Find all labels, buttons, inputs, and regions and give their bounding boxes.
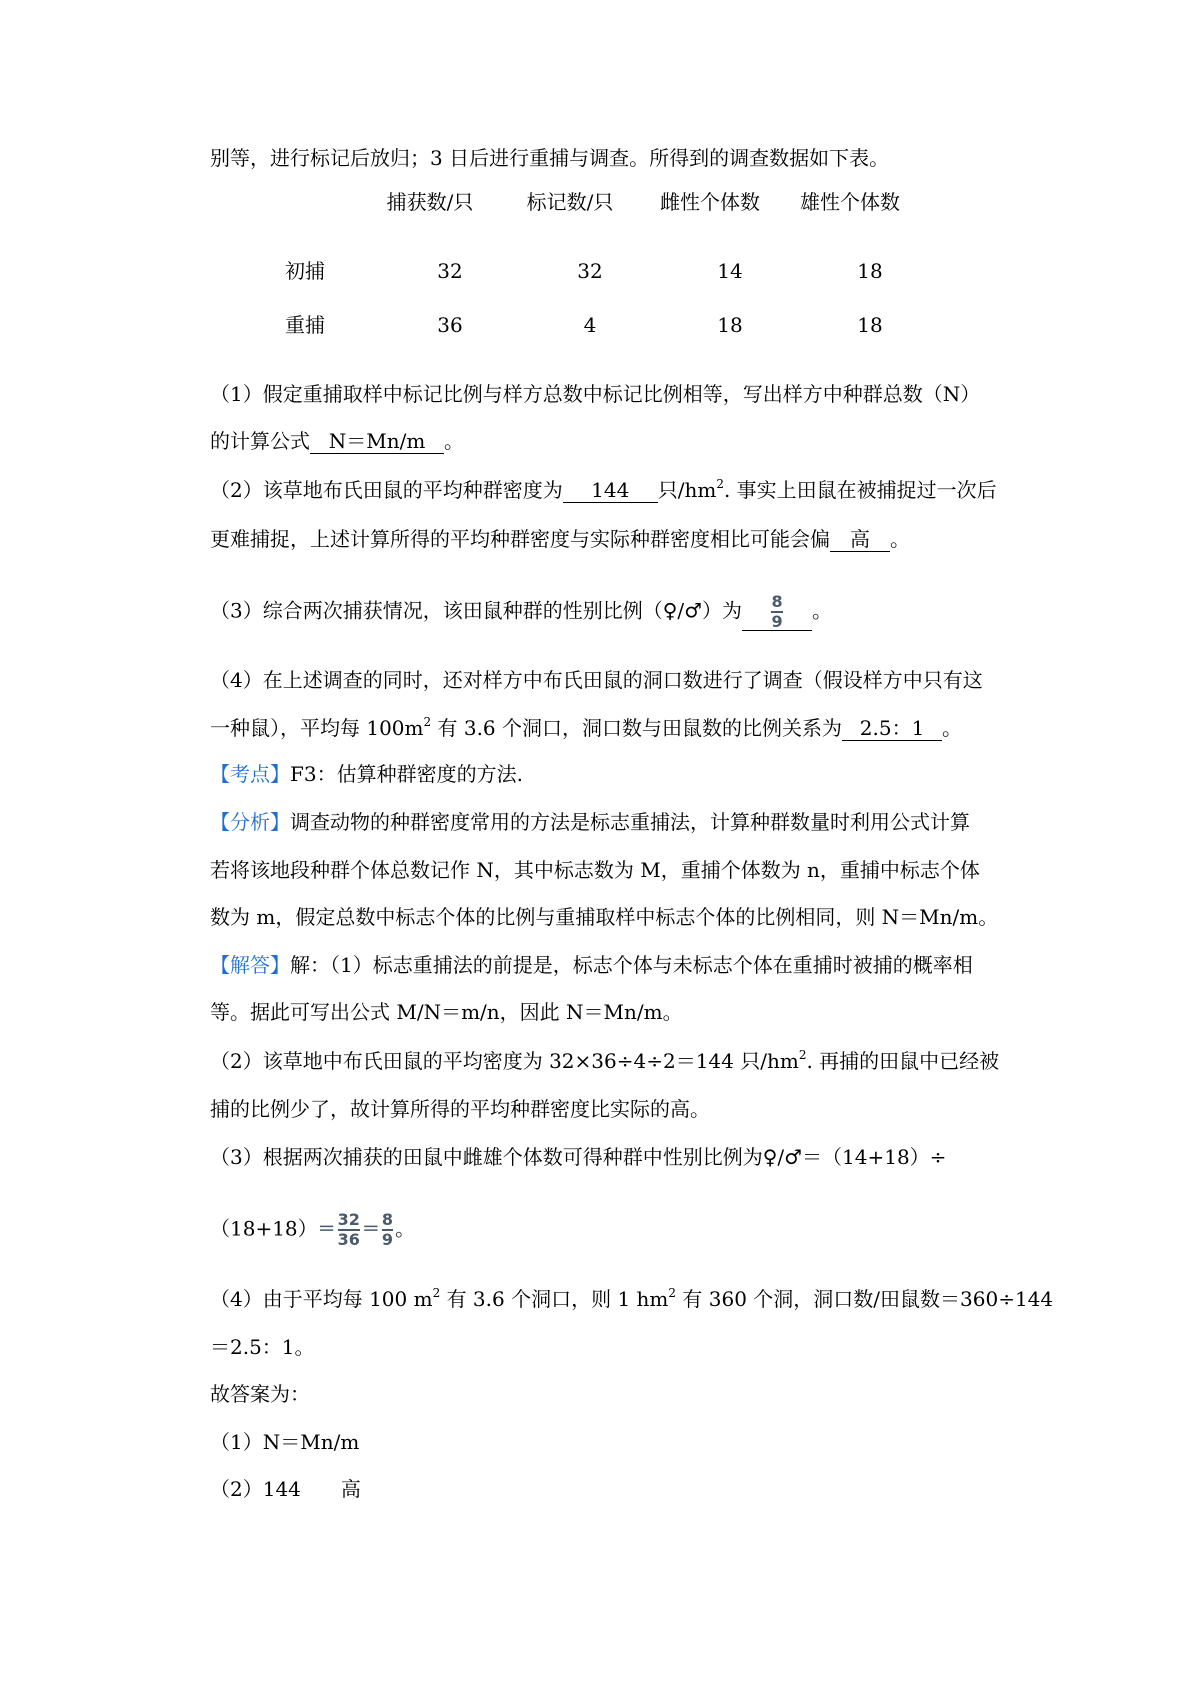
intro-text: 别等，进行标记后放归；3 日后进行重捕与调查。所得到的调查数据如下表。 (210, 146, 890, 170)
q2-text: . 事实上田鼠在被捕捉过一次后 (723, 478, 997, 502)
fenxi-tag: 【分析】 (210, 810, 290, 834)
table-cell: 4 (583, 313, 597, 337)
kaodian-line (210, 760, 523, 788)
answer-2: （2）144 高 (210, 1477, 361, 1501)
q2-unit: 只/hm (657, 478, 717, 502)
jieda-p4-sup-2: 2 (668, 1286, 677, 1300)
q2-answer-blank-1: 144 (563, 478, 658, 503)
table-header-cell: 捕获数/只 (386, 190, 474, 214)
q2-line2-text: 更难捕捉，上述计算所得的平均种群密度与实际种群密度相比可能会偏 (210, 527, 830, 551)
q4-text: 有 3.6 个洞口，洞口数与田鼠数的比例关系为 (431, 716, 843, 740)
jieda-p4-sup-1: 2 (432, 1286, 441, 1300)
q4-sup: 2 (423, 715, 432, 729)
question-4-line-1: （4）在上述调查的同时，还对样方中布氏田鼠的洞口数进行了调查（假设样方中只有这 (210, 668, 983, 692)
kaodian-tag: 【考点】 (210, 762, 290, 786)
equals-sign: ＝ (361, 1219, 380, 1240)
jieda-part-2-line-2: 捕的比例少了，故计算所得的平均种群密度比实际的高。 (210, 1097, 710, 1121)
q1-answer-blank: N＝Mn/m (310, 429, 444, 454)
q1-suffix: 。 (444, 429, 464, 453)
fenxi-line-3: 数为 m，假定总数中标志个体的比例与重捕取样中标志个体的比例相同，则 N＝Mn/m。 (210, 905, 999, 929)
q2-answer-blank-2: 高 (830, 527, 890, 552)
jieda-line-2: 等。据此可写出公式 M/N＝m/n，因此 N＝Mn/m。 (210, 1000, 683, 1024)
q3-suffix: 。 (812, 598, 833, 623)
question-2-line-2 (210, 525, 910, 553)
question-3-line (210, 594, 832, 631)
fraction-denominator: 36 (337, 1230, 360, 1249)
fenxi-line-2: 若将该地段种群个体总数记作 N，其中标志数为 M，重捕个体数为 n，重捕中标志个体 (210, 858, 980, 882)
jieda-p2-suffix: . 再捕的田鼠中已经被 (806, 1049, 1000, 1073)
jieda-p4-text-a: （4）由于平均每 100 m (210, 1287, 433, 1311)
table-cell: 14 (717, 259, 743, 283)
fraction-denominator: 9 (381, 1230, 394, 1249)
table-cell: 32 (577, 259, 603, 283)
jieda-part-2-line-1 (210, 1047, 999, 1075)
fenxi-line-1 (210, 808, 970, 836)
q2-unit-sup: 2 (716, 477, 724, 491)
q3-answer-blank (742, 594, 812, 631)
jieda-p4-text-c: 有 360 个洞，洞口数/田鼠数＝360÷144 (676, 1287, 1054, 1311)
q1-prefix: 的计算公式 (210, 429, 310, 453)
table-cell: 18 (857, 259, 883, 283)
fraction-32-36 (338, 1212, 360, 1248)
question-2-line-1 (210, 476, 997, 504)
table-cell: 18 (857, 313, 883, 337)
jieda-part-4-line-1 (210, 1285, 1053, 1313)
fraction-numerator: 8 (381, 1210, 394, 1229)
question-1-line-2 (210, 427, 464, 455)
table-header-cell: 雌性个体数 (660, 190, 760, 214)
fraction-8-9 (382, 1212, 393, 1248)
fenxi-text: 调查动物的种群密度常用的方法是标志重捕法，计算种群数量时利用公式计算 (290, 810, 970, 834)
q4-prefix: 一种鼠），平均每 100m (210, 716, 424, 740)
jieda-part-4-line-2: ＝2.5：1。 (210, 1335, 315, 1359)
table-row-label: 重捕 (285, 313, 325, 337)
jieda-line-1 (210, 951, 973, 979)
table-cell: 18 (717, 313, 743, 337)
jieda-p4-text-b: 有 3.6 个洞口，则 1 hm (440, 1287, 669, 1311)
jieda-part-3-line-1: （3）根据两次捕获的田鼠中雌雄个体数可得种群中性别比例为♀/♂＝（14+18）÷ (210, 1145, 947, 1169)
answers-title: 故答案为： (210, 1382, 310, 1406)
fraction-numerator: 32 (337, 1210, 360, 1229)
table-cell: 36 (437, 313, 463, 337)
fraction-numerator: 8 (771, 592, 783, 611)
q2-prefix: （2）该草地布氏田鼠的平均种群密度为 (210, 478, 563, 502)
q2-suffix: 。 (890, 527, 910, 551)
jieda-p2-text: （2）该草地中布氏田鼠的平均密度为 32×36÷4÷2＝144 只/hm (210, 1049, 799, 1073)
table-header-cell: 雄性个体数 (800, 190, 900, 214)
jieda-part-3-line-2 (210, 1212, 415, 1248)
q4-answer-blank: 2.5：1 (842, 716, 942, 741)
fraction-denominator: 9 (771, 612, 783, 631)
jieda-p3-suffix: 。 (395, 1216, 416, 1241)
jieda-tag: 【解答】 (210, 953, 290, 977)
jieda-p2-sup: 2 (798, 1048, 807, 1062)
table-row-label: 初捕 (285, 259, 325, 283)
jieda-text: 解：（1）标志重捕法的前提是，标志个体与未标志个体在重捕时被捕的概率相 (290, 953, 973, 977)
jieda-p3-prefix: （18+18） (210, 1216, 318, 1241)
equals-sign: ＝ (317, 1219, 336, 1240)
q4-suffix: 。 (942, 716, 963, 740)
kaodian-text: F3：估算种群密度的方法. (290, 762, 523, 786)
answer-1: （1）N＝Mn/m (210, 1430, 360, 1454)
table-cell: 32 (437, 259, 463, 283)
question-4-line-2 (210, 714, 962, 742)
fraction-8-9 (771, 594, 782, 630)
question-1-line-1: （1）假定重捕取样中标记比例与样方总数中标记比例相等，写出样方中种群总数（N） (210, 382, 981, 406)
table-header-cell: 标记数/只 (526, 190, 614, 214)
q3-prefix: （3）综合两次捕获情况，该田鼠种群的性别比例（♀/♂）为 (210, 598, 743, 623)
